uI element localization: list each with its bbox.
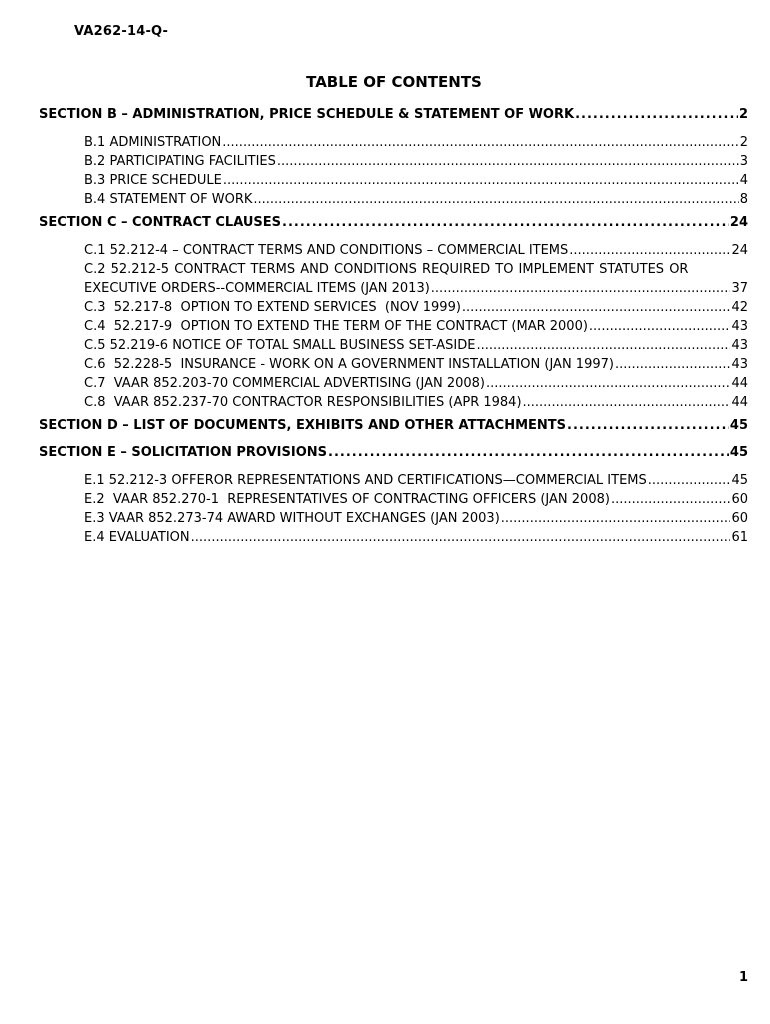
toc-section-page: 45 <box>729 445 748 460</box>
toc-section-page: 45 <box>729 418 748 433</box>
toc-entry-c4[interactable] <box>84 317 748 336</box>
toc-entry-page: 44 <box>731 395 748 410</box>
toc-entry-e2[interactable] <box>84 490 748 509</box>
toc-entry-label: E.4 EVALUATION <box>84 530 190 545</box>
toc-entry-b4[interactable] <box>84 190 748 209</box>
toc-entry-c1[interactable] <box>84 241 748 260</box>
toc-section-d[interactable] <box>39 417 748 435</box>
dot-leader <box>567 417 729 435</box>
toc-entry-label: B.4 STATEMENT OF WORK <box>84 192 253 207</box>
dot-leader <box>462 298 731 317</box>
toc-entry-c2[interactable] <box>84 260 748 298</box>
dot-leader <box>648 471 731 490</box>
toc-section-label: SECTION E – SOLICITATION PROVISIONS <box>39 445 327 460</box>
toc-section-b-items <box>39 133 748 209</box>
dot-leader <box>431 279 731 298</box>
toc-entry-e1[interactable] <box>84 471 748 490</box>
dot-leader <box>253 190 738 209</box>
toc-entry-page: 44 <box>731 376 748 391</box>
toc-section-page: 2 <box>738 107 748 122</box>
dot-leader <box>222 133 738 152</box>
toc-entry-page: 43 <box>731 338 748 353</box>
toc-entry-label: C.4 52.217-9 OPTION TO EXTEND THE TERM OF THE CONTRACT (MAR 2000) <box>84 319 588 334</box>
dot-leader <box>611 490 731 509</box>
toc-entry-page: 60 <box>731 511 748 526</box>
dot-leader <box>615 355 730 374</box>
toc-entry-c7[interactable] <box>84 374 748 393</box>
toc-entry-page: 45 <box>731 473 748 488</box>
document-header-code: VA262-14-Q- <box>74 24 169 39</box>
table-of-contents <box>39 106 748 552</box>
toc-section-c[interactable] <box>39 214 748 232</box>
dot-leader <box>501 509 731 528</box>
toc-entry-b3[interactable] <box>84 171 748 190</box>
toc-entry-page: 3 <box>739 154 748 169</box>
toc-entry-page: 43 <box>731 357 748 372</box>
toc-entry-page: 4 <box>739 173 748 188</box>
dot-leader <box>282 214 729 232</box>
dot-leader <box>191 528 731 547</box>
toc-entry-label: C.3 52.217-8 OPTION TO EXTEND SERVICES (NOV 1999) <box>84 300 461 315</box>
page-number: 1 <box>739 970 749 985</box>
toc-entry-label: C.7 VAAR 852.203-70 COMMERCIAL ADVERTISING (JAN 2008) <box>84 376 486 391</box>
dot-leader <box>575 106 738 124</box>
toc-entry-c3[interactable] <box>84 298 748 317</box>
toc-section-e[interactable] <box>39 444 748 462</box>
toc-entry-e4[interactable] <box>84 528 748 547</box>
toc-section-c-items <box>39 241 748 412</box>
toc-entry-c5[interactable] <box>84 336 748 355</box>
toc-entry-label: C.5 52.219-6 NOTICE OF TOTAL SMALL BUSINESS SET-ASIDE <box>84 338 476 353</box>
toc-entry-page: 24 <box>731 243 748 258</box>
toc-entry-label-line1: C.2 52.212-5 CONTRACT TERMS AND CONDITIONS REQUIRED TO IMPLEMENT STATUTES OR <box>84 262 689 277</box>
toc-section-b[interactable] <box>39 106 748 124</box>
dot-leader <box>328 444 729 462</box>
toc-entry-page: 37 <box>731 281 748 296</box>
toc-entry-c8[interactable] <box>84 393 748 412</box>
toc-entry-label: C.8 VAAR 852.237-70 CONTRACTOR RESPONSIBILITIES (APR 1984) <box>84 395 522 410</box>
toc-section-label: SECTION C – CONTRACT CLAUSES <box>39 215 282 230</box>
toc-entry-label: E.2 VAAR 852.270-1 REPRESENTATIVES OF CONTRACTING OFFICERS (JAN 2008) <box>84 492 610 507</box>
dot-leader <box>277 152 739 171</box>
dot-leader <box>569 241 730 260</box>
toc-entry-label: C.1 52.212-4 – CONTRACT TERMS AND CONDITIONS – COMMERCIAL ITEMS <box>84 243 569 258</box>
toc-entry-c6[interactable] <box>84 355 748 374</box>
toc-section-label: SECTION D – LIST OF DOCUMENTS, EXHIBITS AND OTHER ATTACHMENTS <box>39 418 567 433</box>
toc-entry-label: B.3 PRICE SCHEDULE <box>84 173 222 188</box>
toc-entry-page: 8 <box>739 192 748 207</box>
toc-section-e-items <box>39 471 748 547</box>
toc-entry-e3[interactable] <box>84 509 748 528</box>
toc-entry-label: B.1 ADMINISTRATION <box>84 135 222 150</box>
toc-entry-page: 61 <box>731 530 748 545</box>
toc-entry-page: 60 <box>731 492 748 507</box>
dot-leader <box>223 171 739 190</box>
toc-entry-page: 43 <box>731 319 748 334</box>
dot-leader <box>486 374 730 393</box>
toc-entry-label: E.3 VAAR 852.273-74 AWARD WITHOUT EXCHANGES (JAN 2003) <box>84 511 500 526</box>
toc-entry-label-line2: EXECUTIVE ORDERS--COMMERCIAL ITEMS (JAN 2013) <box>84 281 430 296</box>
dot-leader <box>523 393 731 412</box>
dot-leader <box>589 317 731 336</box>
toc-entry-b1[interactable] <box>84 133 748 152</box>
toc-entry-page: 42 <box>731 300 748 315</box>
toc-title: TABLE OF CONTENTS <box>306 73 482 91</box>
toc-entry-label: E.1 52.212-3 OFFEROR REPRESENTATIONS AND CERTIFICATIONS—COMMERCIAL ITEMS <box>84 473 647 488</box>
toc-entry-c2-line2 <box>84 279 748 298</box>
toc-section-page: 24 <box>729 215 748 230</box>
toc-entry-label: B.2 PARTICIPATING FACILITIES <box>84 154 276 169</box>
toc-entry-page: 2 <box>739 135 748 150</box>
toc-entry-b2[interactable] <box>84 152 748 171</box>
toc-entry-label: C.6 52.228-5 INSURANCE - WORK ON A GOVERNMENT INSTALLATION (JAN 1997) <box>84 357 614 372</box>
toc-section-label: SECTION B – ADMINISTRATION, PRICE SCHEDULE & STATEMENT OF WORK <box>39 107 575 122</box>
dot-leader <box>476 336 730 355</box>
